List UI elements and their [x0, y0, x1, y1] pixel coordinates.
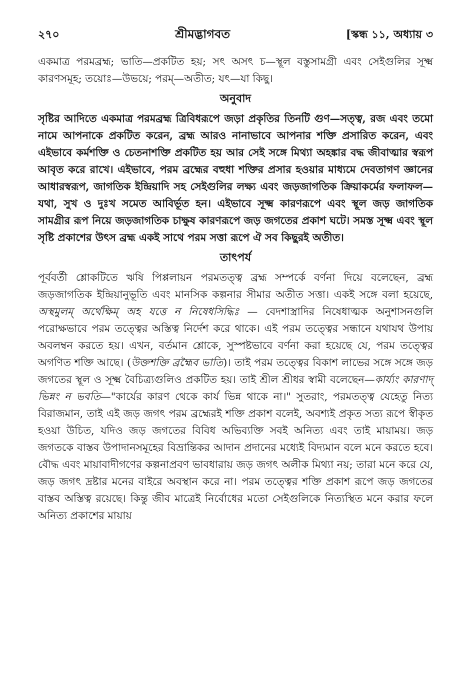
purport-quote-1: অস্থমুলম্ অর্থেক্ষিম্ অহ যত্তে ন নিষেধসিদ্ধিঃ: [38, 306, 240, 318]
running-header: [38, 26, 433, 46]
purport-text-4: —"কার্যের কারণ থেকে কার্য ভিন্ন থাকে না।" সুতরাং, পরমতত্ত্ব যেহেতু নিত্য বিরাজমান, তাই এই জড় জগৎ পরম ব্রহ্মেরই শক্তি প্রকাশ বলেই, অবশ্যই প্রকৃত সত্য রূপে স্বীকৃত হওয়া উচিত, যদিও জড় জগতের বিবিধ অভিব্যক্তি সবই অনিত্য এবং তাই মায়াময়। জড় জগতকে বাস্তব উপাদানসমূহের বিভ্রান্তিকর আদান প্রদানের মধ্যেই বিদ্যমান বলে মনে করতে হবে। বৌদ্ধ এবং মায়াবাদীগণের কল্পনাপ্রবণ ভাবধারায় জড় জগৎ অলীক মিথ্যা নয়; তারা মনে করে যে, জড় জগৎ দ্রষ্টার মনের বাইরে অবস্থান করে না। পরম তত্ত্বের শক্তি প্রকাশ রূপে জড় জগতের বাস্তব অস্তিত্ব রয়েছে। কিন্তু জীব মাত্রেই নির্বোধের মতো সেইগুলিকে নিত্যস্থিত মনে করার ফলে অনিত্য প্রকাশের মায়ায়: [38, 391, 433, 522]
purport-text-2: — বেদশাস্ত্রাদির নিষেধাত্মক অনুশাসনগুলি পরোক্ষভাবে পরম তত্ত্বের অস্তিত্ব নির্দেশ করে থাকে। এই পরম তত্ত্বের সন্ধানে যথাযথ উপায় অবলম্বন করতে হয়। এখন, বর্তমান শ্লোকে, সুস্পষ্টভাবে বর্ণনা করা হয়েছে যে, পরম তত্ত্বের অগণিত শক্তি আছে। (: [38, 306, 433, 369]
page-number: ২৭০: [38, 28, 60, 41]
purport-quote-3: কার্য্যং কারণাদ্ ভিন্নং ন ভবতি: [38, 374, 433, 403]
synonyms-paragraph: একমাত্র পরমব্রহ্ম; ভাতি—প্রকটিত হয়; সৎ অসৎ চ—স্থূল বস্তুসামগ্রী এবং সেইগুলির সূক্ষ্ম কারণসমূহ; তয়োঃ—উভয়ে; পরম্—অতীত; যৎ—যা কিছু।: [38, 56, 433, 85]
purport-text-1: পূর্ববর্তী শ্লোকটিতে ঋষি পিপ্পলায়ন পরমতত্ত্ব ব্রহ্ম সম্পর্কে বর্ণনা দিয়ে বলেছেন, ব্রহ্ম জড়জাগতিক ইন্দ্রিয়ানুভূতি এবং মানসিক কল্পনার সীমার অতীত সত্তা। একই সঙ্গে বলা হয়েছে,: [38, 272, 433, 301]
purport-text-3: )। তাই পরম তত্ত্বের বিকাশ লাভের সঙ্গে সঙ্গে জড় জগতের স্থূল ও সূক্ষ্ম বৈচিত্র্যগুলিও প্রকটিত হয়। তাই শ্রীল শ্রীধর স্বামী বলেছেন—: [38, 357, 433, 386]
purport-paragraph: [38, 270, 433, 525]
section-reference: [স্কন্ধ ১১, অধ্যায় ৩: [345, 28, 433, 41]
translation-heading: অনুবাদ: [219, 92, 252, 105]
book-title: শ্রীমদ্ভাগবত: [175, 27, 231, 41]
purport-quote-2: উক্তশক্তি ব্রহ্মৈব ভাতি: [131, 357, 224, 369]
translation-paragraph: সৃষ্টির আদিতে একমাত্র পরমব্রহ্ম ত্রিবিধরূপে জড়া প্রকৃতির তিনটি গুণ—সত্ত্ব, রজ এবং তমো নামে আপনাকে প্রকটিত করেন, ব্রহ্ম আরও নানাভাবে আপনার শক্তি প্রসারিত করেন, এবং এইভাবে কর্মশক্তি ও চেতনাশক্তি প্রকটিত হয় আর সেই সঙ্গে মিথ্যা অহঙ্কার বদ্ধ জীবাত্মার স্বরূপ আবৃত করে রাখে। এইভাবে, পরম ব্রহ্মের বহুধা শক্তির প্রসার হওয়ার মাধ্যমে দেবতাগণ জ্ঞানের আধারস্বরূপ, জাগতিক ইন্দ্রিয়াদি সহ সেইগুলির লক্ষ্য এবং জড়জাগতিক ক্রিয়াকর্মের ফলাফল—যথা, সুখ ও দুঃখ সমেত আবির্ভূত হন। এইভাবে সূক্ষ্ম কারণরূপে এবং স্থূল জড় জাগতিক সামগ্রীর রূপ নিয়ে জড়জাগতিক চাক্ষুষ কারণরূপে জড় জগতের প্রকাশ ঘটে। সমস্ত সূক্ষ্ম এবং স্থূল সৃষ্টি প্রকাশের উৎস ব্রহ্ম একই সাথে পরম সত্তা রূপে ঐ সব কিছুরই অতীত।: [38, 113, 433, 244]
purport-heading: তাৎপর্য: [219, 251, 252, 264]
